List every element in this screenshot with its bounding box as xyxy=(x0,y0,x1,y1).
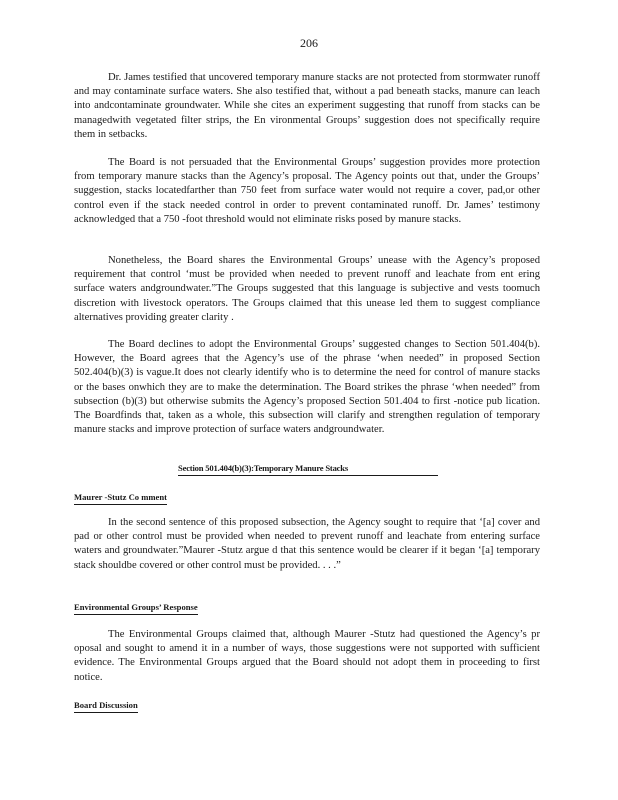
section-heading: Section 501.404(b)(3):Temporary Manure Stacks xyxy=(178,463,438,476)
paragraph-5: In the second sentence of this proposed subsection, the Agency sought to require that ‘[a] cover and pad or other control must be provided when needed to prevent runoff and leachate from entering surface waters and groundwater.”Maurer -Stutz argue d that this sentence would be clearer if it began ‘[a] temporary stack shouldbe covered or other control must be provided. . . .” xyxy=(74,517,540,571)
paragraph-2: The Board is not persuaded that the Environmental Groups’ suggestion provides more protection from temporary manure stacks than the Agency’s proposal. The Agency points out that, under the Groups’ suggestion, stacks locatedfarther than 750 feet from surface water would not require a cover, pad,or other control even if the stack needed control in order to prevent contaminated runoff. Dr. James’ testimony acknowledged that a 750 -foot threshold would not eliminate risks posed by manure stacks. xyxy=(74,157,540,225)
subheading-environmental-groups-response: Environmental Groups’ Response xyxy=(74,602,198,615)
subheading-maurer-stutz-comment: Maurer -Stutz Co mment xyxy=(74,492,167,505)
paragraph-4: The Board declines to adopt the Environmental Groups’ suggested changes to Section 501.404(b). However, the Board agrees that the Agency’s use of the phrase ‘when needed” in proposed Section 502.404(b)(3) is vague.It does not clearly identify who is to determine the need for control of manure stacks or the bases onwhich they are to make the determination. The Board strikes the phrase ‘when needed” from subsection (b)(3) but otherwise submits the Agency’s proposed Section 501.404 to first -notice pub lication. The Boardfinds that, taken as a whole, this subsection will clarify and strengthen regulation of temporary manure stacks and improve protection of surface waters andgroundwater. xyxy=(74,339,540,436)
page-number: 206 xyxy=(300,36,318,50)
paragraph-6: The Environmental Groups claimed that, although Maurer -Stutz had questioned the Agency’s pr oposal and sought to amend it in a number of ways, those suggestions were not supported with sufficient evidence. The Environmental Groups argued that the Board should not adopt them in proceeding to first notice. xyxy=(74,629,540,683)
subheading-board-discussion: Board Discussion xyxy=(74,700,138,713)
paragraph-3: Nonetheless, the Board shares the Environmental Groups’ unease with the Agency’s proposed requirement that control ‘must be provided when needed to prevent runoff and leachate from ent ering surface waters andgroundwater.”The Groups suggested that this language is subjective and vests toomuch discretion with livestock operators. The Groups claimed that this unease led them to suggest compliance alternatives providing greater clarity . xyxy=(74,255,540,323)
paragraph-1: Dr. James testified that uncovered temporary manure stacks are not protected from stormwater runoff and may contaminate surface waters. She also testified that, without a pad beneath stacks, manure can leach into andcontaminate groundwater. While she cites an experiment suggesting that runoff from stacks can be managedwith vegetated filter strips, the En vironmental Groups’ suggestion does not specifically require them in setbacks. xyxy=(74,72,540,140)
